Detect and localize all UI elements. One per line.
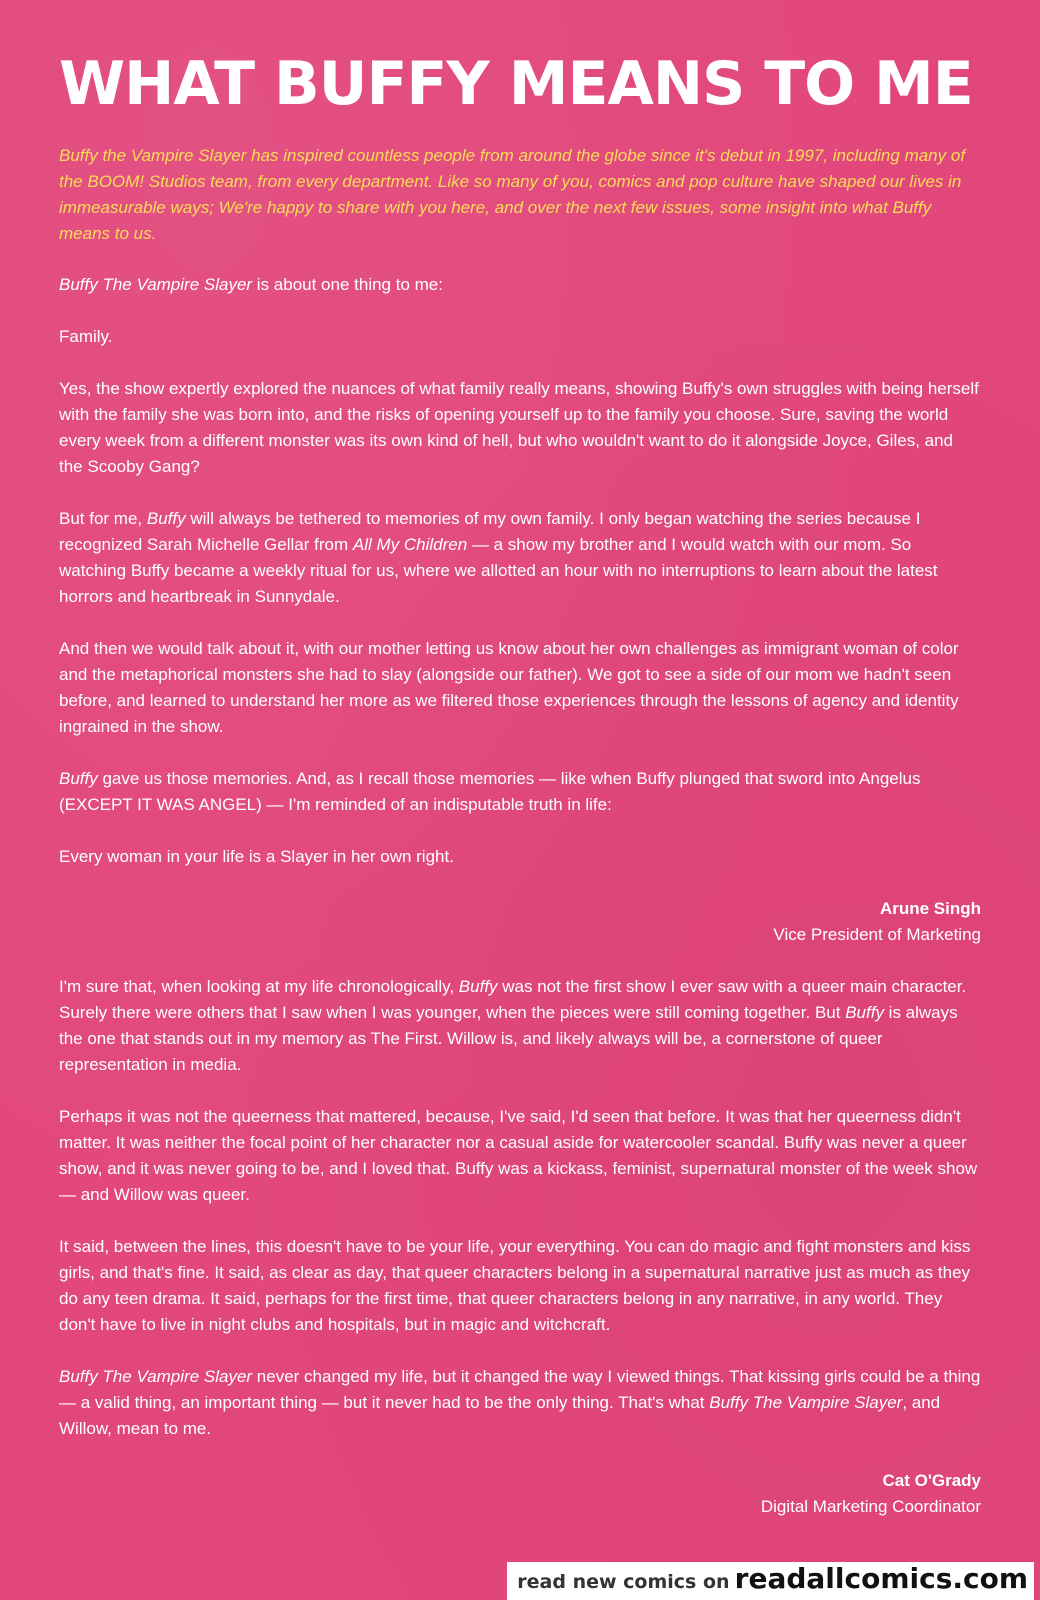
essay1-paragraph-3: Yes, the show expertly explored the nuances of what family really means, showing Buffy's own struggles with being herself with the family she was born into, and the risks of opening yourself up to the family you choose. Sure, saving the world every week from a different monster was its own kind of hell, but who wouldn't want to do it alongside Joyce, Giles, and the Scooby Gang? (59, 379, 979, 476)
essay2-paragraph-1 (59, 974, 981, 1078)
essay2-paragraph-2: Perhaps it was not the queerness that mattered, because, I've said, I'd seen that before. It was that her queerness didn't matter. It was neither the focal point of her character nor a casual aside for watercooler scandal. Buffy was never a queer show, and it was never going to be, and I loved that. Buffy was a kickass, feminist, supernatural monster of the week show — and Willow was queer. (59, 1107, 978, 1204)
text-span: is about one thing to me: (252, 275, 443, 294)
show-title-italic: All My Children (352, 535, 468, 554)
article-body (59, 272, 981, 1546)
author-name: Cat O'Grady (882, 1471, 981, 1490)
essay1-paragraph-4 (59, 506, 981, 610)
text-span: is always the one that stands out in my memory as The First. Willow is, and likely always will be, a cornerstone of queer representation in media. (59, 1003, 958, 1074)
essay1-paragraph-7: Every woman in your life is a Slayer in her own right. (59, 847, 454, 866)
essay1-paragraph-6 (59, 766, 981, 818)
essay1-paragraph-1 (59, 272, 981, 298)
text-span: But for me, (59, 509, 147, 528)
text-span: never changed my life, but it changed the way I viewed things. That kissing girls could be a thing — a valid thing, an important thing — but it never had to be the only thing. That's what (59, 1367, 981, 1412)
essay2-paragraph-4 (59, 1364, 981, 1442)
site-watermark (507, 1562, 1034, 1600)
show-title-italic: Buffy (146, 509, 186, 528)
essay2-signature (59, 1468, 981, 1520)
show-title-italic: Buffy (845, 1003, 884, 1022)
intro-paragraph: Buffy the Vampire Slayer has inspired countless people from around the globe since it's debut in 1997, including many of the BOOM! Studios team, from every department. Like so many of you, comics and pop culture have shaped our lives in immeasurable ways; We're happy to share with you here, and over the next few issues, some insight into what Buffy means to us. (59, 146, 966, 243)
show-title-italic: Buffy The Vampire Slayer (709, 1393, 903, 1412)
show-title-italic: Buffy (458, 977, 498, 996)
essay2-paragraph-3: It said, between the lines, this doesn't have to be your life, your everything. You can do magic and fight monsters and kiss girls, and that's fine. It said, as clear as day, that queer characters belong in a supernatural narrative just as much as they do any teen drama. It said, perhaps for the first time, that queer characters belong in any narrative, in any world. They don't have to live in night clubs and hospitals, but in magic and witchcraft. (59, 1237, 971, 1334)
text-span: was not the first show I ever saw with a queer main character. Surely there were others that I saw when I was younger, when the pieces were still coming together. But (59, 977, 967, 1022)
show-title-italic: Buffy (59, 769, 98, 788)
essay1-paragraph-5: And then we would talk about it, with our mother letting us know about her own challenges as immigrant woman of color and the metaphorical monsters she had to slay (alongside our father). We got to see a side of our mom we hadn't seen before, and learned to understand her more as we filtered those experiences through the lessons of agency and identity ingrained in the show. (59, 639, 959, 736)
author-name: Arune Singh (879, 899, 981, 918)
essay1-signature (59, 896, 981, 948)
essay1-paragraph-2: Family. (59, 327, 113, 346)
text-span: I'm sure that, when looking at my life chronologically, (59, 977, 459, 996)
text-span: gave us those memories. And, as I recall those memories — like when Buffy plunged that sword into Angelus (EXCEPT IT WAS ANGEL) — I'm reminded of an indisputable truth in life: (59, 769, 921, 814)
text-span: — a show my brother and I would watch with our mom. So watching Buffy became a weekly ritual for us, where we allotted an hour with no interruptions to learn about the latest horrors and heartbreak in Sunnydale. (59, 535, 938, 606)
text-span: will always be tethered to memories of my own family. I only began watching the series because I recognized Sarah Michelle Gellar from (59, 509, 921, 554)
show-title-italic: Buffy The Vampire Slayer (59, 275, 253, 294)
author-role: Vice President of Marketing (773, 925, 981, 944)
page-title: WHAT BUFFY MEANS TO ME (59, 49, 973, 119)
text-span: , and Willow, mean to me. (59, 1393, 941, 1438)
watermark-tagline: read new comics on (517, 1571, 730, 1593)
show-title-italic: Buffy The Vampire Slayer (59, 1367, 253, 1386)
watermark-site-name: readallcomics.com (734, 1562, 1028, 1595)
author-role: Digital Marketing Coordinator (760, 1497, 981, 1516)
